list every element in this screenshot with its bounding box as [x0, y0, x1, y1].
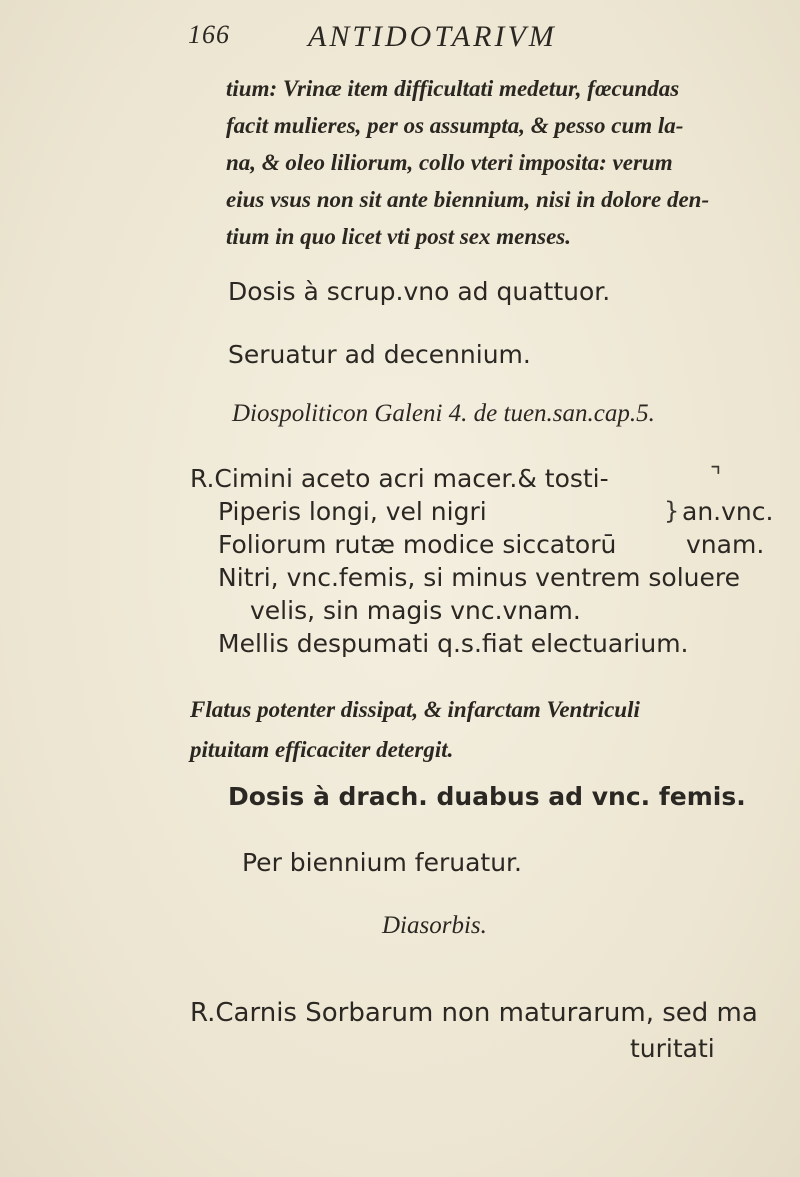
text-line: eius vsus non sit ante biennium, nisi in dolore den- — [226, 187, 710, 212]
text-line: tium in quo licet vti post sex menses. — [226, 224, 572, 249]
recipe-line: Nitri, vnc.femis, si minus ventrem soluere — [218, 563, 741, 592]
page-header — [188, 20, 748, 60]
recipe-line: velis, sin magis vnc.vnam. — [250, 596, 581, 625]
recipe-title-diospoliticon: Diospoliticon Galeni 4. de tuen.san.cap.5. — [232, 400, 655, 427]
brace-mark: } — [664, 497, 680, 525]
dosage-line-2: Dosis à drach. duabus ad vnc. femis. — [228, 782, 746, 811]
text-line: facit mulieres, per os assumpta, & pesso cum la- — [226, 113, 684, 138]
italic-paragraph-1 — [226, 70, 709, 255]
page-number: 166 — [188, 20, 230, 49]
text-line: na, & oleo liliorum, collo vteri imposita: verum — [226, 150, 673, 175]
recipe-line: Piperis longi, vel nigri } an.vnc. — [218, 497, 774, 526]
recipe-line: Foliorum rutæ modice siccatorū vnam. — [218, 530, 765, 559]
storage-line-2: Per biennium feruatur. — [242, 848, 522, 877]
running-head: ANTIDOTARIVM — [308, 20, 557, 53]
text-line: Flatus potenter dissipat, & infarctam Ventriculi — [190, 697, 640, 722]
brace-mark: ⌝ — [710, 462, 722, 490]
catchword: turitati — [630, 1034, 715, 1063]
recipe-title-diasorbis: Diasorbis. — [382, 912, 487, 939]
italic-paragraph-2 — [190, 690, 640, 770]
dosage-line-1: Dosis à scrup.vno ad quattuor. — [228, 277, 611, 306]
recipe-line-diasorbis: R.Carnis Sorbarum non maturarum, sed ma — [190, 998, 758, 1028]
recipe-line: Mellis despumati q.s.fiat electuarium. — [218, 629, 689, 658]
text-line: pituitam efficaciter detergit. — [190, 737, 454, 762]
recipe-diospoliticon — [190, 462, 774, 660]
text-line: tium: Vrinæ item difficultati medetur, fœcundas — [226, 76, 680, 101]
recipe-line: R.Cimini aceto acri macer.& tosti- ⌝ — [190, 462, 722, 493]
storage-line-1: Seruatur ad decennium. — [228, 340, 531, 369]
